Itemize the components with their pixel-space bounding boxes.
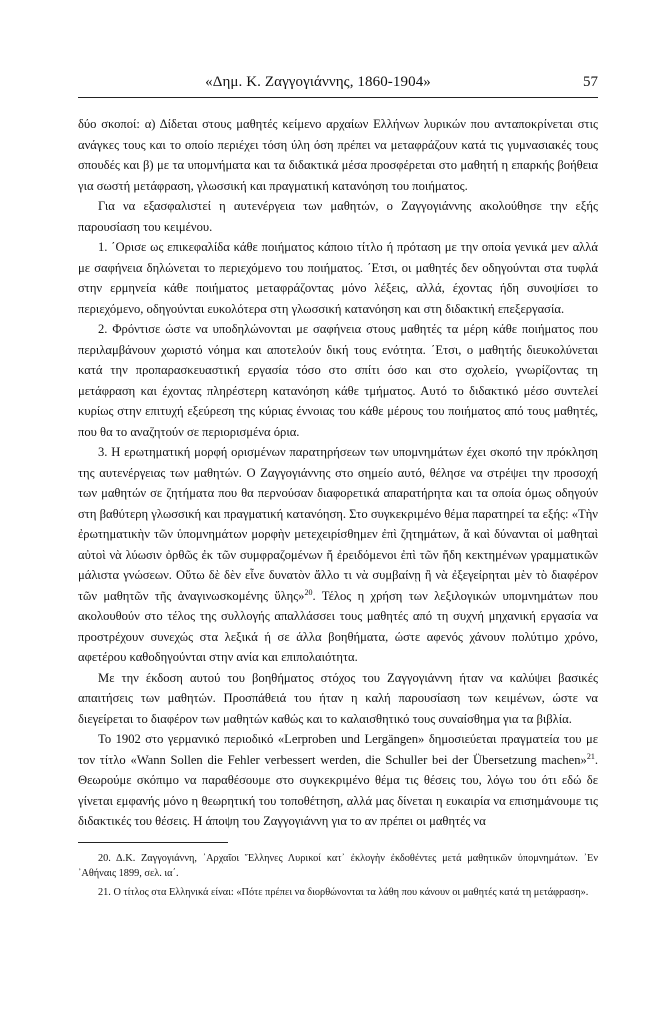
paragraph-text: Για να εξασφαλιστεί η αυτενέργεια των μαθητών, ο Ζαγγογιάννης ακολούθησε την εξής παρουσίαση του κειμένου. [78, 199, 598, 234]
footnote-21: 21. Ο τίτλος στα Ελληνικά είναι: «Πότε πρέπει να διορθώνονται τα λάθη που κάνουν οι μαθητές κατά τη μετάφραση». [98, 886, 589, 898]
footnote-ref-20[interactable]: 20 [304, 587, 313, 597]
paragraph-point-3 [78, 442, 598, 668]
paragraph-text: Το 1902 στο γερμανικό περιοδικό «Lerproben und Lergängen» δημοσιεύεται πραγματεία του με τον τίτλο «Wann Sollen die Fehler verbessert werden, die Schuller bei der Übersetzung machen» [78, 732, 598, 767]
paragraph-point-1 [78, 237, 598, 319]
header-rule [78, 97, 598, 98]
paragraph-text: δύο σκοποί: α) Δίδεται στους μαθητές κείμενο αρχαίων Ελλήνων λυρικών που ανταποκρίνεται στις ανάγκες τους και το οποίο περιέχει τόση ύλη όση πρέπει να μεταφράζουν κατά τις γυμνασιακές τους σπουδές και β) με τα υπομνήματα και τα διδακτικά μέσα προσφέρεται στο μαθητή η επαρκής βοήθεια για σωστή μετάφραση, γλωσσική και πραγματική κατανόηση του ποιήματος. [78, 117, 598, 193]
document-page [78, 74, 598, 904]
paragraph-text-after: . Τέλος η χρήση των λεξιλογικών υπομνημάτων που ακολουθούν στο τέλος της συλλογής απαλλάσσει τους μαθητές από τη συχνή μηχανική εργασία να προστρέχουν συνεχώς στα λεξικά ή σε άλλα βοηθήματα, ώστε αφενός χάνουν πολύτιμο χρόνο, αφετέρου καθοδηγούνται στην ανία και επιπολαιότητα. [78, 588, 598, 664]
paragraph [78, 668, 598, 730]
paragraph-continuation [78, 114, 598, 196]
paragraph-text: 1. ΄Ορισε ως επικεφαλίδα κάθε ποιήματος κάποιο τίτλο ή πρόταση με την οποία γενικά μεν αλλά με σαφήνεια δηλώνεται το περιεχόμενο του ποιήματος. ΄Ετσι, οι μαθητές δεν οδηγούνται στα τυφλά στην ερμηνεία κάθε ποιήματος μεταφράζοντας μόνο λέξεις, αλλά, έχοντας ήδη συνοψίσει το περιεχόμενο, οδηγούνται ευκολότερα στη γλωσσική κατανόηση και στη διδακτική επεξεργασία. [78, 240, 598, 316]
footnote-ref-21[interactable]: 21 [586, 751, 595, 761]
paragraph-text-after: . Θεωρούμε σκόπιμο να παραθέσουμε στο συγκεκριμένο θέμα τις θέσεις του, λόγω του ότι εδώ δε γίνεται εμφανής μόνο η θεωρητική του τοποθέτηση, αλλά μας δίνεται η ευκαιρία να επισημάνουμε τις διδακτικές του θέσεις. Η άποψη του Ζαγγογιάννη για το αν πρέπει οι μαθητές να [78, 752, 598, 828]
page-header [78, 74, 598, 100]
footnotes [78, 851, 598, 900]
paragraph-text: 2. Φρόντισε ώστε να υποδηλώνονται με σαφήνεια στους μαθητές τα μέρη κάθε ποιήματος που περιλαμβάνουν χωριστό νόημα και αποτελούν δική τους ενότητα. ΄Ετσι, ο μαθητής διευκολύνεται κατά την προπαρασκευαστική εργασία τόσο στο σπίτι όσο και στο σχολείο, γνωρίζοντας τη μετάφραση και έχοντας πληρέστερη κατανόηση κάθε τμήματος. Αυτό το διδακτικό μέσο συντελεί κυρίως στην επιτυχή εξεύρεση της κύριας έννοιας του κάθε μέρους του ποιήματος από τους μαθητές, που θα το αναζητούν σε περιορισμένα όρια. [78, 322, 598, 439]
paragraph-text: 3. Η ερωτηματική μορφή ορισμένων παρατηρήσεων των υπομνημάτων έχει σκοπό την πρόκληση της αυτενέργειας των μαθητών. Ο Ζαγγογιάννης στο σημείο αυτό, θέλησε να στρέψει την προσοχή των μαθητών σε ζητήματα που θα περνούσαν διαφορετικά απαρατήρητα και τα οποία όμως οδηγούν στη βαθύτερη γλωσσική και πραγματική κατανόηση. Στο συγκεκριμένο θέμα παρατηρεί τα εξής: «Τὴν ἐρωτηματικὴν τῶν ὑπομνημάτων μορφὴν μετεχειρίσθημεν ἐπὶ ζητημάτων, ἅ καὶ δύνανται οἱ μαθηταὶ αὐτοὶ νὰ λύωσιν ὀρθῶς ἐκ τῶν συμφραζομένων ἤ ἐρειδόμενοι ἐπὶ τῶν ἤδη κεκτημένων γραμματικῶν μάλιστα γνώσεων. Οὕτω δὲ δὲν εἶνε δυνατὸν ἄλλο τι νὰ συμβαίνῃ ἢ νὰ ἐξεγείρηται μὲν τὸ διαφέρον τῶν μαθητῶν τῆς ἀναγινωσκομένης ὕλης» [78, 445, 598, 603]
footnote-rule [78, 842, 228, 843]
paragraph-text: Με την έκδοση αυτού του βοηθήματος στόχος του Ζαγγογιάννη ήταν να καλύψει βασικές απαιτήσεις των μαθητών. Προσπάθειά του ήταν η καλή παρουσίαση των κειμένων, ώστε να διεγείρεται το διαφέρον των μαθητών καθώς και το καλαισθητικό τους συναίσθημα για τα βιβλία. [78, 670, 598, 726]
paragraph [78, 196, 598, 237]
paragraph [78, 729, 598, 832]
paragraph-point-2 [78, 319, 598, 442]
body-text [78, 114, 598, 832]
page-number: 57 [583, 74, 598, 90]
footnote-20: 20. Δ.Κ. Ζαγγογιάννη, ᾿Αρχαῖοι Ἕλληνες Λυρικοί κατ᾿ ἐκλογὴν ἐκδοθέντες μετά μαθητικῶν ὑπομνημάτων. ᾿Εν ᾿Αθήναις 1899, σελ. ια΄. [78, 852, 598, 879]
running-head: «Δημ. Κ. Ζαγγογιάννης, 1860-1904» [205, 74, 431, 90]
